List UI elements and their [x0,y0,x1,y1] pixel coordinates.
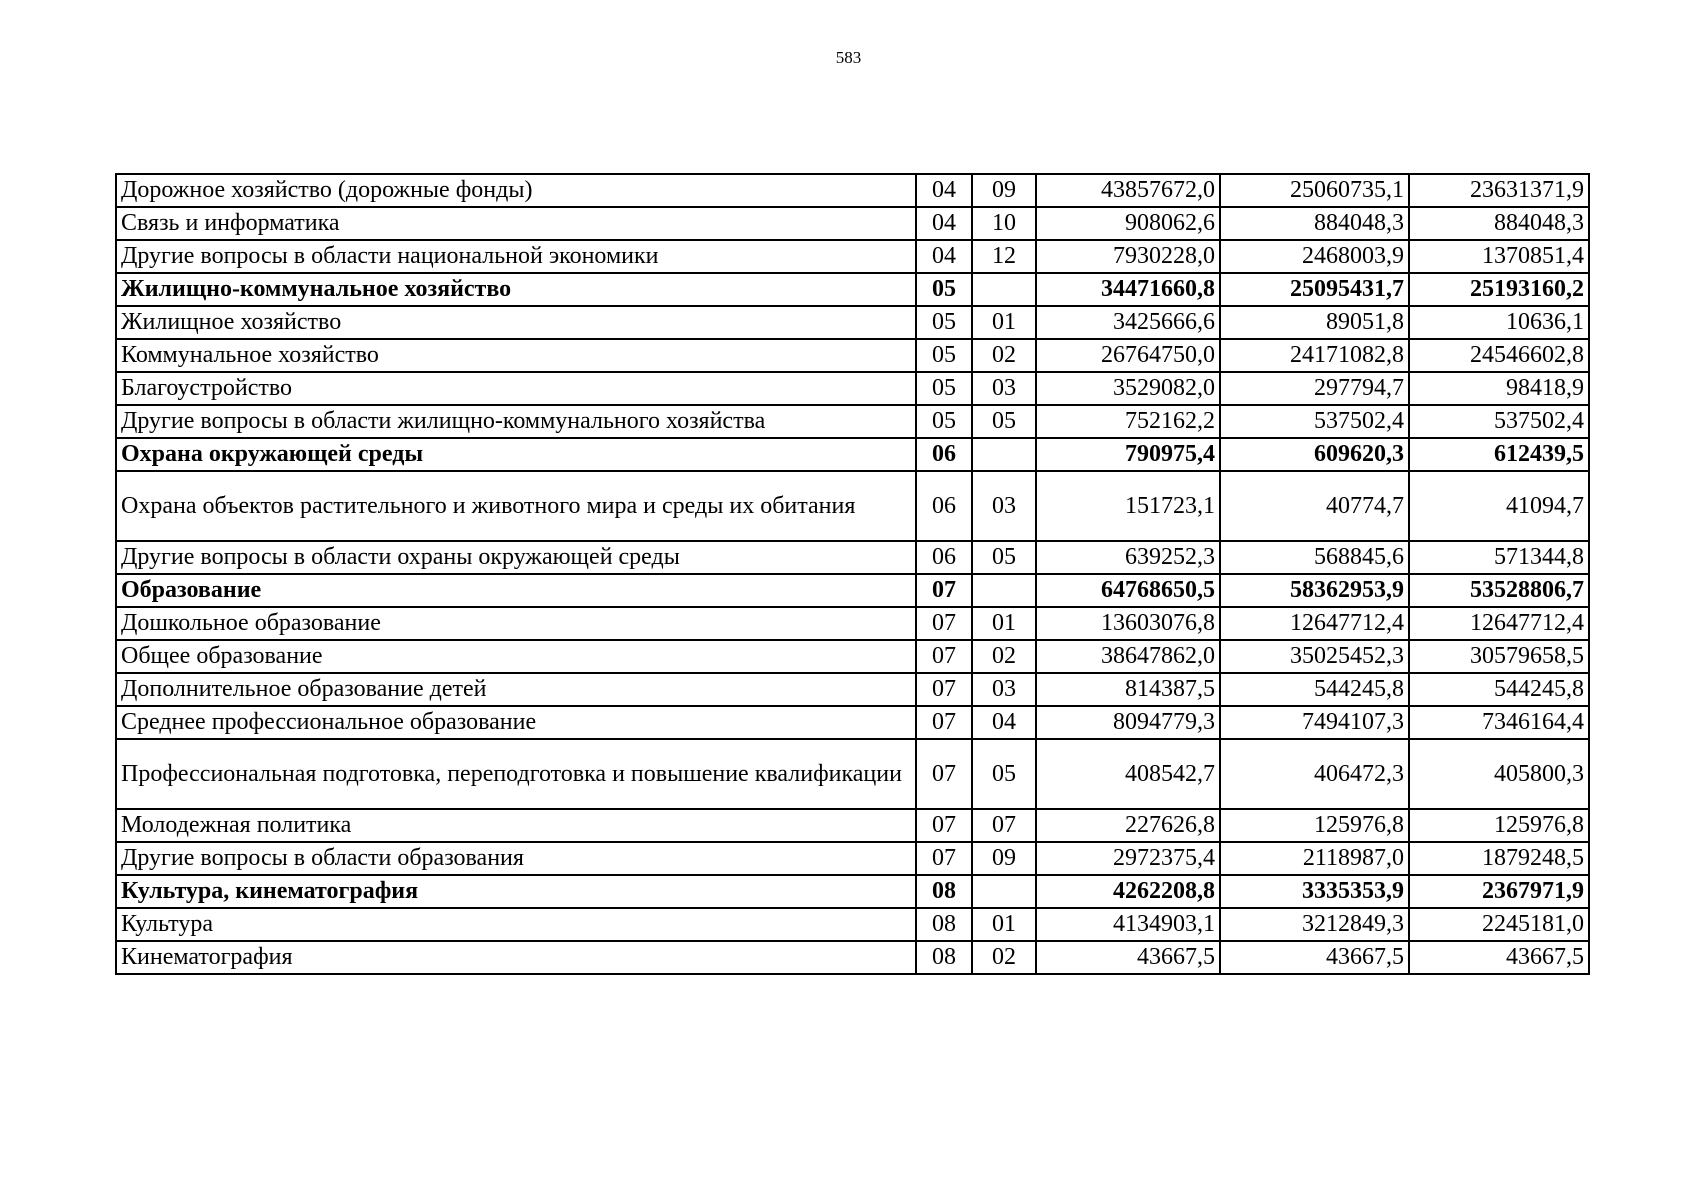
amount-cell-3: 24546602,8 [1409,339,1589,372]
amount-cell-3: 10636,1 [1409,306,1589,339]
table-row [116,842,1589,875]
row-name-cell: Жилищно-коммунальное хозяйство [116,273,916,306]
section-code-cell: 05 [916,339,972,372]
table-row [116,174,1589,207]
table-row [116,809,1589,842]
amount-cell-2: 43667,5 [1220,941,1409,974]
amount-cell-2: 544245,8 [1220,673,1409,706]
subsection-code-cell: 04 [972,706,1036,739]
table-row [116,372,1589,405]
section-code-cell: 05 [916,405,972,438]
amount-cell-1: 908062,6 [1036,207,1220,240]
amount-cell-3: 98418,9 [1409,372,1589,405]
amount-cell-2: 609620,3 [1220,438,1409,471]
amount-cell-2: 40774,7 [1220,471,1409,541]
row-name-cell: Охрана объектов растительного и животного мира и среды их обитания [116,471,916,541]
section-code-cell: 06 [916,438,972,471]
amount-cell-3: 2245181,0 [1409,908,1589,941]
budget-table [115,173,1590,975]
amount-cell-2: 884048,3 [1220,207,1409,240]
amount-cell-1: 4134903,1 [1036,908,1220,941]
table-row [116,706,1589,739]
subsection-code-cell: 01 [972,607,1036,640]
amount-cell-2: 89051,8 [1220,306,1409,339]
section-code-cell: 06 [916,541,972,574]
amount-cell-3: 23631371,9 [1409,174,1589,207]
row-name-cell: Коммунальное хозяйство [116,339,916,372]
page-number: 583 [835,48,862,67]
row-name-cell: Благоустройство [116,372,916,405]
table-row [116,240,1589,273]
amount-cell-2: 3335353,9 [1220,875,1409,908]
table-row [116,541,1589,574]
subsection-code-cell: 02 [972,941,1036,974]
amount-cell-3: 405800,3 [1409,739,1589,809]
subsection-code-cell: 09 [972,174,1036,207]
table-row [116,640,1589,673]
section-code-cell: 07 [916,673,972,706]
row-name-cell: Среднее профессиональное образование [116,706,916,739]
amount-cell-1: 814387,5 [1036,673,1220,706]
amount-cell-1: 3529082,0 [1036,372,1220,405]
row-name-cell: Дошкольное образование [116,607,916,640]
row-name-cell: Дорожное хозяйство (дорожные фонды) [116,174,916,207]
subsection-code-cell: 02 [972,339,1036,372]
amount-cell-2: 406472,3 [1220,739,1409,809]
row-name-cell: Кинематография [116,941,916,974]
amount-cell-3: 125976,8 [1409,809,1589,842]
section-code-cell: 04 [916,240,972,273]
table-row [116,471,1589,541]
amount-cell-2: 537502,4 [1220,405,1409,438]
table-row [116,306,1589,339]
section-code-cell: 04 [916,207,972,240]
subsection-code-cell: 05 [972,541,1036,574]
section-code-cell: 07 [916,842,972,875]
amount-cell-1: 43857672,0 [1036,174,1220,207]
amount-cell-1: 7930228,0 [1036,240,1220,273]
subsection-code-cell [972,438,1036,471]
section-code-cell: 07 [916,739,972,809]
subsection-code-cell: 05 [972,739,1036,809]
amount-cell-2: 7494107,3 [1220,706,1409,739]
amount-cell-3: 41094,7 [1409,471,1589,541]
amount-cell-2: 35025452,3 [1220,640,1409,673]
subsection-code-cell: 03 [972,471,1036,541]
budget-table-body [116,174,1589,974]
amount-cell-2: 297794,7 [1220,372,1409,405]
section-code-cell: 04 [916,174,972,207]
table-row [116,405,1589,438]
row-name-cell: Другие вопросы в области жилищно-коммунального хозяйства [116,405,916,438]
amount-cell-2: 3212849,3 [1220,908,1409,941]
amount-cell-3: 537502,4 [1409,405,1589,438]
amount-cell-1: 64768650,5 [1036,574,1220,607]
subsection-code-cell: 03 [972,673,1036,706]
table-row [116,941,1589,974]
amount-cell-1: 8094779,3 [1036,706,1220,739]
amount-cell-1: 752162,2 [1036,405,1220,438]
table-row [116,438,1589,471]
row-name-cell: Образование [116,574,916,607]
amount-cell-1: 13603076,8 [1036,607,1220,640]
amount-cell-3: 1879248,5 [1409,842,1589,875]
row-name-cell: Профессиональная подготовка, переподготовка и повышение квалификации [116,739,916,809]
amount-cell-2: 568845,6 [1220,541,1409,574]
amount-cell-2: 125976,8 [1220,809,1409,842]
amount-cell-1: 639252,3 [1036,541,1220,574]
subsection-code-cell: 01 [972,306,1036,339]
amount-cell-2: 12647712,4 [1220,607,1409,640]
amount-cell-3: 30579658,5 [1409,640,1589,673]
subsection-code-cell [972,273,1036,306]
subsection-code-cell: 09 [972,842,1036,875]
row-name-cell: Молодежная политика [116,809,916,842]
amount-cell-1: 408542,7 [1036,739,1220,809]
amount-cell-3: 2367971,9 [1409,875,1589,908]
row-name-cell: Культура, кинематография [116,875,916,908]
amount-cell-3: 53528806,7 [1409,574,1589,607]
amount-cell-1: 26764750,0 [1036,339,1220,372]
amount-cell-3: 25193160,2 [1409,273,1589,306]
table-row [116,207,1589,240]
table-row [116,908,1589,941]
row-name-cell: Связь и информатика [116,207,916,240]
subsection-code-cell: 07 [972,809,1036,842]
row-name-cell: Охрана окружающей среды [116,438,916,471]
amount-cell-2: 24171082,8 [1220,339,1409,372]
amount-cell-3: 884048,3 [1409,207,1589,240]
amount-cell-1: 43667,5 [1036,941,1220,974]
amount-cell-2: 2468003,9 [1220,240,1409,273]
section-code-cell: 08 [916,908,972,941]
amount-cell-2: 58362953,9 [1220,574,1409,607]
subsection-code-cell [972,875,1036,908]
amount-cell-1: 151723,1 [1036,471,1220,541]
row-name-cell: Жилищное хозяйство [116,306,916,339]
table-row [116,875,1589,908]
subsection-code-cell: 12 [972,240,1036,273]
amount-cell-3: 612439,5 [1409,438,1589,471]
amount-cell-1: 227626,8 [1036,809,1220,842]
table-row [116,739,1589,809]
table-row [116,574,1589,607]
table-row [116,673,1589,706]
section-code-cell: 05 [916,372,972,405]
subsection-code-cell: 03 [972,372,1036,405]
section-code-cell: 05 [916,306,972,339]
amount-cell-1: 34471660,8 [1036,273,1220,306]
amount-cell-1: 38647862,0 [1036,640,1220,673]
amount-cell-1: 2972375,4 [1036,842,1220,875]
row-name-cell: Другие вопросы в области охраны окружающей среды [116,541,916,574]
subsection-code-cell: 01 [972,908,1036,941]
amount-cell-3: 544245,8 [1409,673,1589,706]
section-code-cell: 05 [916,273,972,306]
amount-cell-1: 3425666,6 [1036,306,1220,339]
row-name-cell: Другие вопросы в области национальной экономики [116,240,916,273]
section-code-cell: 08 [916,875,972,908]
subsection-code-cell: 10 [972,207,1036,240]
amount-cell-2: 25060735,1 [1220,174,1409,207]
section-code-cell: 07 [916,607,972,640]
table-row [116,339,1589,372]
table-row [116,273,1589,306]
amount-cell-3: 571344,8 [1409,541,1589,574]
row-name-cell: Культура [116,908,916,941]
amount-cell-2: 25095431,7 [1220,273,1409,306]
amount-cell-3: 1370851,4 [1409,240,1589,273]
subsection-code-cell: 05 [972,405,1036,438]
section-code-cell: 06 [916,471,972,541]
amount-cell-3: 43667,5 [1409,941,1589,974]
section-code-cell: 07 [916,809,972,842]
amount-cell-3: 12647712,4 [1409,607,1589,640]
section-code-cell: 08 [916,941,972,974]
subsection-code-cell: 02 [972,640,1036,673]
section-code-cell: 07 [916,574,972,607]
subsection-code-cell [972,574,1036,607]
amount-cell-1: 790975,4 [1036,438,1220,471]
amount-cell-3: 7346164,4 [1409,706,1589,739]
section-code-cell: 07 [916,706,972,739]
amount-cell-1: 4262208,8 [1036,875,1220,908]
row-name-cell: Общее образование [116,640,916,673]
amount-cell-2: 2118987,0 [1220,842,1409,875]
row-name-cell: Дополнительное образование детей [116,673,916,706]
table-row [116,607,1589,640]
section-code-cell: 07 [916,640,972,673]
row-name-cell: Другие вопросы в области образования [116,842,916,875]
